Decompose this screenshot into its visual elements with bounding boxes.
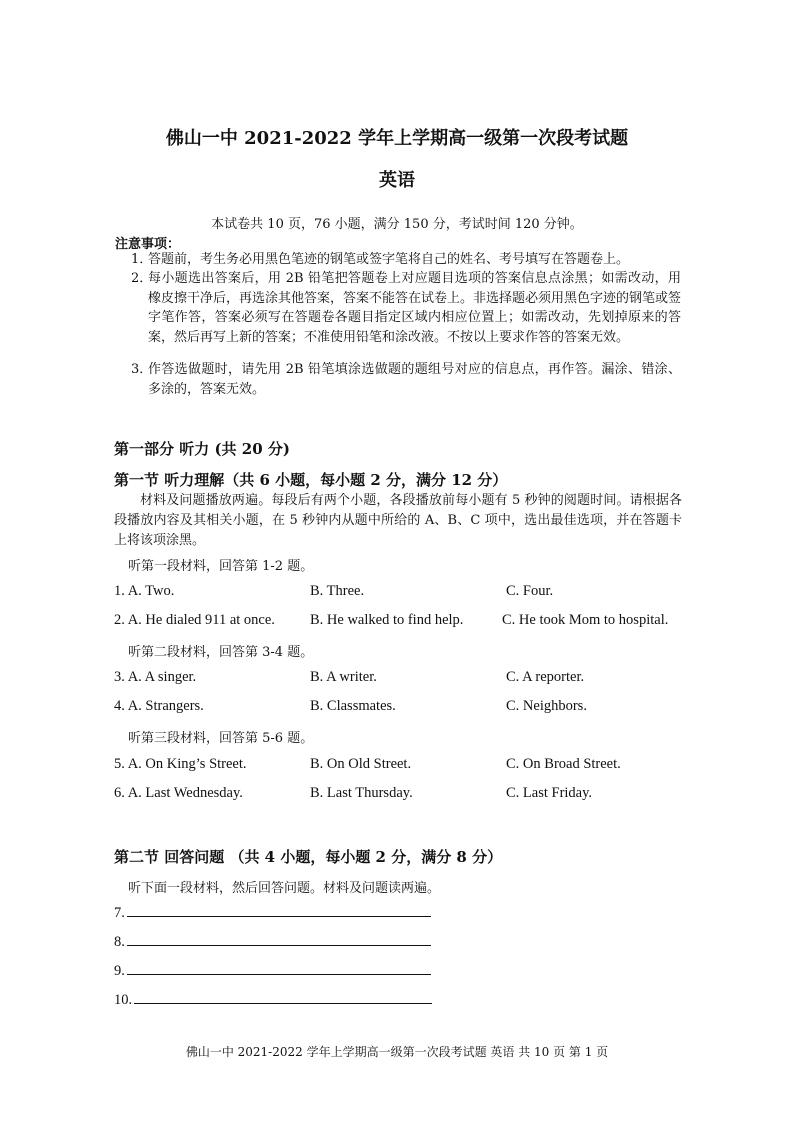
section1-heading: 第一节 听力理解（共 6 小题，每小题 2 分，满分 12 分） bbox=[114, 471, 508, 489]
answer-blank-7[interactable] bbox=[114, 902, 431, 922]
answer-blank-8[interactable] bbox=[114, 931, 431, 951]
blank-number: 9. bbox=[114, 963, 125, 979]
answer-line[interactable] bbox=[127, 960, 431, 975]
option-c: C. Neighbors. bbox=[506, 698, 587, 714]
part1-heading: 第一部分 听力 (共 20 分) bbox=[114, 440, 290, 458]
exam-subject: 英语 bbox=[379, 170, 415, 191]
option-c: C. Last Friday. bbox=[506, 785, 593, 801]
page-footer: 佛山一中 2021-2022 学年上学期高一级第一次段考试题 英语 共 10 页 第 1 页 bbox=[185, 1045, 609, 1059]
note-text: 每小题选出答案后，用 2B 铅笔把答题卷上对应题目选项的答案信息点涂黑；如需改动，用橡皮擦干净后，再选涂其他答案，答案不能答在试卷上。非选择题必须用黑色字迹的钢笔或签字笔作答，答案必须写在答题卷各题目指定区域内相应位置上；如需改动，先划掉原来的答案，然后再写上新的答案；不准使用铅笔和涂改液。不按以上要求作答的答案无效。 bbox=[148, 271, 682, 345]
note-item-3 bbox=[131, 360, 681, 399]
option-b: B. Last Thursday. bbox=[310, 785, 413, 801]
option-b: B. A writer. bbox=[310, 669, 377, 685]
answer-blank-9[interactable] bbox=[114, 960, 431, 980]
option-c: C. He took Mom to hospital. bbox=[502, 612, 669, 628]
option-a: 5. A. On King’s Street. bbox=[114, 756, 247, 772]
option-c: C. On Broad Street. bbox=[506, 756, 621, 772]
answer-line[interactable] bbox=[127, 902, 431, 917]
option-b: B. Three. bbox=[310, 583, 365, 599]
option-b: B. He walked to find help. bbox=[310, 612, 464, 628]
listening-instruction: 听第三段材料，回答第 5-6 题。 bbox=[128, 731, 314, 746]
option-a: 4. A. Strangers. bbox=[114, 698, 204, 714]
section2-heading: 第二节 回答问题 （共 4 小题，每小题 2 分，满分 8 分） bbox=[114, 848, 503, 866]
note-number: 3． bbox=[131, 362, 153, 377]
answer-line[interactable] bbox=[127, 931, 431, 946]
option-b: B. Classmates. bbox=[310, 698, 396, 714]
exam-intro: 本试卷共 10 页，76 小题，满分 150 分，考试时间 120 分钟。 bbox=[211, 217, 583, 232]
note-item-1 bbox=[131, 250, 681, 270]
option-a: 1. A. Two. bbox=[114, 583, 175, 599]
notes-heading: 注意事项： bbox=[115, 237, 181, 252]
note-number: 1． bbox=[131, 252, 153, 267]
option-a: 3. A. A singer. bbox=[114, 669, 197, 685]
listening-instruction: 听第一段材料，回答第 1-2 题。 bbox=[128, 559, 314, 574]
blank-number: 10. bbox=[114, 992, 133, 1008]
option-a: 6. A. Last Wednesday. bbox=[114, 785, 243, 801]
option-b: B. On Old Street. bbox=[310, 756, 412, 772]
blank-number: 8. bbox=[114, 934, 125, 950]
exam-title: 佛山一中 2021-2022 学年上学期高一级第一次段考试题 bbox=[165, 128, 629, 149]
listening-instruction: 听第二段材料，回答第 3-4 题。 bbox=[128, 645, 314, 660]
blank-number: 7. bbox=[114, 905, 125, 921]
answer-line[interactable] bbox=[134, 989, 432, 1004]
note-text: 答题前，考生务必用黑色笔迹的钢笔或签字笔将自己的姓名、考号填写在答题卷上。 bbox=[148, 252, 630, 267]
answer-blank-10[interactable] bbox=[114, 989, 432, 1009]
option-a: 2. A. He dialed 911 at once. bbox=[114, 612, 275, 628]
section2-intro: 听下面一段材料，然后回答问题。材料及问题读两遍。 bbox=[128, 881, 441, 896]
note-text: 作答选做题时，请先用 2B 铅笔填涂选做题的题组号对应的信息点，再作答。漏涂、错涂、多涂的，答案无效。 bbox=[148, 362, 681, 397]
option-c: C. A reporter. bbox=[506, 669, 585, 685]
note-item-2 bbox=[131, 269, 681, 347]
option-c: C. Four. bbox=[506, 583, 554, 599]
section1-intro: 材料及问题播放两遍。每段后有两个小题，各段播放前每小题有 5 秒钟的阅题时间。请根据各段播放内容及其相关小题，在 5 秒钟内从题中所给的 A、B、C 项中，选出最佳选项，并在答题卡上将该项涂黑。 bbox=[114, 493, 682, 548]
note-number: 2． bbox=[131, 271, 153, 286]
